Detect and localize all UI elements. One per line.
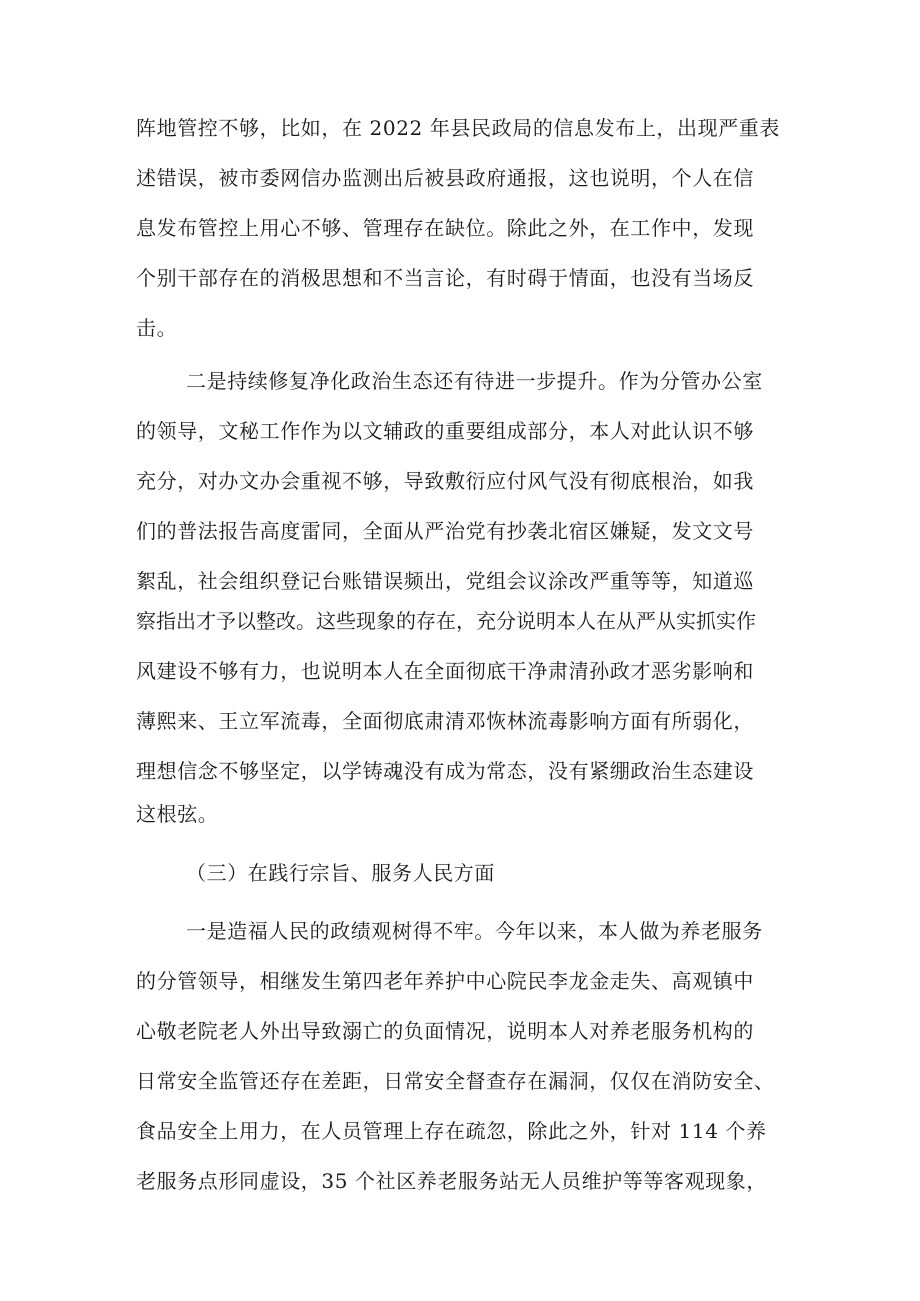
text-line-13: 薄熙来、王立军流毒，全面彻底肃清邓恢林流毒影响方面有所弱化， <box>136 709 754 733</box>
text-line-14: 理想信念不够坚定，以学铸魂没有成为常态，没有紧绷政治生态建设 <box>136 759 754 783</box>
text-line-10: 絮乱，社会组织登记台账错误频出，党组会议涂改严重等等，知道巡 <box>136 569 754 593</box>
text-line-2: 述错误，被市委网信办监测出后被县政府通报，这也说明，个人在信 <box>136 166 754 190</box>
text-line-8: 充分，对办文办会重视不够，导致敷衍应付风气没有彻底根治，如我 <box>136 469 754 493</box>
text-line-3: 息发布管控上用心不够、管理存在缺位。除此之外，在工作中，发现 <box>136 216 754 240</box>
text-line-22: 老服务点形同虚设，35 个社区养老服务站无人员维护等等客观现象， <box>136 1169 768 1193</box>
text-line-1: 阵地管控不够，比如，在 2022 年县民政局的信息发布上，出现严重表 <box>136 116 781 140</box>
text-line-18: 的分管领导，相继发生第四老年养护中心院民李龙金走失、高观镇中 <box>136 969 754 993</box>
text-line-9: 们的普法报告高度雷同，全面从严治党有抄袭北宿区嫌疑，发文文号 <box>136 519 754 543</box>
text-line-20: 日常安全监管还存在差距，日常安全督查存在漏洞，仅仅在消防安全、 <box>136 1069 775 1093</box>
text-line-5: 击。 <box>136 316 178 340</box>
text-line-19: 心敬老院老人外出导致溺亡的负面情况，说明本人对养老服务机构的 <box>136 1019 754 1043</box>
text-line-7: 的领导，文秘工作作为以文辅政的重要组成部分，本人对此认识不够 <box>136 419 754 443</box>
paragraph-2-line-1: 二是持续修复净化政治生态还有待进一步提升。作为分管办公室 <box>186 369 763 393</box>
text-line-21: 食品安全上用力，在人员管理上存在疏忽，除此之外，针对 114 个养 <box>136 1119 767 1143</box>
text-line-11: 察指出才予以整改。这些现象的存在，充分说明本人在从严从实抓实作 <box>136 609 756 633</box>
paragraph-3-line-1: 一是造福人民的政绩观树得不牢。今年以来，本人做为养老服务 <box>186 919 763 943</box>
text-line-12: 风建设不够有力，也说明本人在全面彻底干净肃清孙政才恶劣影响和 <box>136 659 754 683</box>
text-line-15: 这根弦。 <box>136 802 219 826</box>
text-line-4: 个别干部存在的消极思想和不当言论，有时碍于情面，也没有当场反 <box>136 266 754 290</box>
section-heading: （三）在践行宗旨、服务人民方面 <box>186 861 495 885</box>
